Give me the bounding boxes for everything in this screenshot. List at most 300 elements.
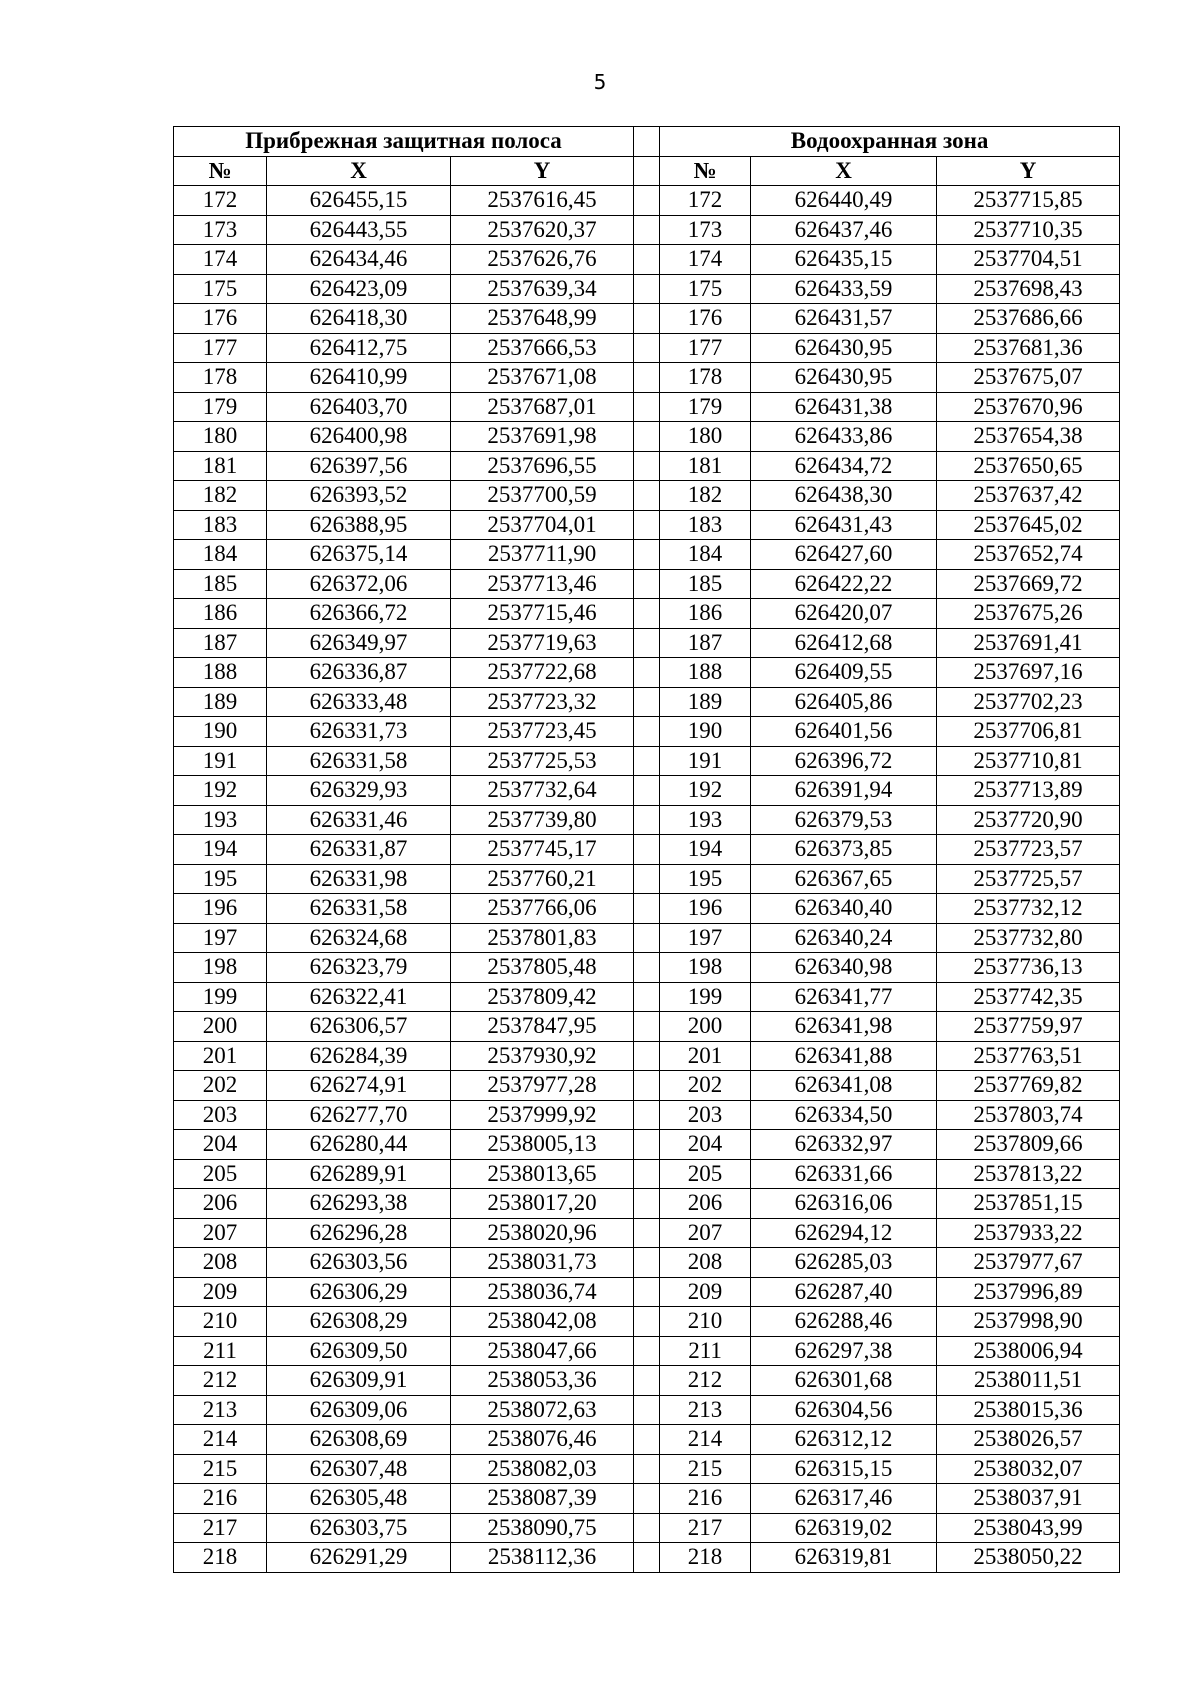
left-y-value: 2538036,74 bbox=[451, 1277, 634, 1307]
right-x-value: 626435,15 bbox=[751, 245, 937, 275]
left-y-value: 2537766,06 bbox=[451, 894, 634, 924]
right-x-value: 626373,85 bbox=[751, 835, 937, 865]
left-y-value: 2537671,08 bbox=[451, 363, 634, 393]
left-x-value: 626322,41 bbox=[267, 982, 451, 1012]
right-x-value: 626391,94 bbox=[751, 776, 937, 806]
left-point-num: 174 bbox=[174, 245, 267, 275]
left-y-value: 2537723,32 bbox=[451, 687, 634, 717]
right-point-num: 179 bbox=[660, 392, 751, 422]
left-point-num: 196 bbox=[174, 894, 267, 924]
left-x-value: 626331,98 bbox=[267, 864, 451, 894]
right-y-value: 2537710,81 bbox=[937, 746, 1120, 776]
left-y-value: 2537704,01 bbox=[451, 510, 634, 540]
left-x-value: 626329,93 bbox=[267, 776, 451, 806]
column-gap bbox=[634, 1425, 660, 1455]
left-x-value: 626434,46 bbox=[267, 245, 451, 275]
left-y-value: 2538013,65 bbox=[451, 1159, 634, 1189]
left-x-value: 626307,48 bbox=[267, 1454, 451, 1484]
right-y-value: 2537691,41 bbox=[937, 628, 1120, 658]
right-y-value: 2538032,07 bbox=[937, 1454, 1120, 1484]
left-point-num: 207 bbox=[174, 1218, 267, 1248]
table-row bbox=[174, 805, 1120, 835]
table-row bbox=[174, 1218, 1120, 1248]
right-x-value: 626294,12 bbox=[751, 1218, 937, 1248]
table-row bbox=[174, 1366, 1120, 1396]
right-x-value: 626316,06 bbox=[751, 1189, 937, 1219]
left-point-num: 182 bbox=[174, 481, 267, 511]
table-row bbox=[174, 245, 1120, 275]
left-x-value: 626388,95 bbox=[267, 510, 451, 540]
left-point-num: 191 bbox=[174, 746, 267, 776]
column-gap bbox=[634, 245, 660, 275]
right-x-value: 626317,46 bbox=[751, 1484, 937, 1514]
right-x-value: 626431,38 bbox=[751, 392, 937, 422]
column-gap bbox=[634, 186, 660, 216]
column-gap bbox=[634, 274, 660, 304]
left-point-num: 203 bbox=[174, 1100, 267, 1130]
right-point-num: 191 bbox=[660, 746, 751, 776]
right-point-num: 214 bbox=[660, 1425, 751, 1455]
left-x-value: 626309,06 bbox=[267, 1395, 451, 1425]
right-point-num: 197 bbox=[660, 923, 751, 953]
right-x-value: 626287,40 bbox=[751, 1277, 937, 1307]
column-gap bbox=[634, 569, 660, 599]
column-gap bbox=[634, 923, 660, 953]
left-point-num: 197 bbox=[174, 923, 267, 953]
table-row bbox=[174, 864, 1120, 894]
column-gap bbox=[634, 835, 660, 865]
left-y-value: 2538072,63 bbox=[451, 1395, 634, 1425]
table-row bbox=[174, 982, 1120, 1012]
right-x-value: 626341,08 bbox=[751, 1071, 937, 1101]
table-row bbox=[174, 451, 1120, 481]
left-x-value: 626293,38 bbox=[267, 1189, 451, 1219]
table-row bbox=[174, 215, 1120, 245]
left-point-num: 188 bbox=[174, 658, 267, 688]
right-x-value: 626334,50 bbox=[751, 1100, 937, 1130]
left-point-num: 201 bbox=[174, 1041, 267, 1071]
column-gap bbox=[634, 1041, 660, 1071]
right-point-num: 186 bbox=[660, 599, 751, 629]
column-gap bbox=[634, 481, 660, 511]
right-point-num: 194 bbox=[660, 835, 751, 865]
right-point-num: 178 bbox=[660, 363, 751, 393]
column-gap bbox=[634, 1543, 660, 1573]
left-x-value: 626308,29 bbox=[267, 1307, 451, 1337]
right-y-value: 2537736,13 bbox=[937, 953, 1120, 983]
column-gap bbox=[634, 1454, 660, 1484]
right-x-value: 626431,57 bbox=[751, 304, 937, 334]
left-x-value: 626393,52 bbox=[267, 481, 451, 511]
column-gap bbox=[634, 687, 660, 717]
right-x-value: 626304,56 bbox=[751, 1395, 937, 1425]
left-point-num: 176 bbox=[174, 304, 267, 334]
left-point-num: 181 bbox=[174, 451, 267, 481]
right-x-value: 626285,03 bbox=[751, 1248, 937, 1278]
right-x-value: 626341,98 bbox=[751, 1012, 937, 1042]
left-point-num: 178 bbox=[174, 363, 267, 393]
right-y-value: 2537998,90 bbox=[937, 1307, 1120, 1337]
left-point-num: 199 bbox=[174, 982, 267, 1012]
column-gap bbox=[634, 1218, 660, 1248]
column-gap bbox=[634, 953, 660, 983]
right-y-value: 2537769,82 bbox=[937, 1071, 1120, 1101]
right-point-num: 175 bbox=[660, 274, 751, 304]
right-point-num: 184 bbox=[660, 540, 751, 570]
table-row bbox=[174, 1130, 1120, 1160]
coordinates-table bbox=[173, 126, 1120, 1573]
right-x-value: 626379,53 bbox=[751, 805, 937, 835]
right-y-value: 2537809,66 bbox=[937, 1130, 1120, 1160]
right-x-value: 626340,98 bbox=[751, 953, 937, 983]
left-point-num: 177 bbox=[174, 333, 267, 363]
right-x-value: 626431,43 bbox=[751, 510, 937, 540]
table-row bbox=[174, 835, 1120, 865]
left-x-value: 626296,28 bbox=[267, 1218, 451, 1248]
left-y-value: 2537696,55 bbox=[451, 451, 634, 481]
right-point-num: 173 bbox=[660, 215, 751, 245]
left-y-value: 2538087,39 bbox=[451, 1484, 634, 1514]
column-gap bbox=[634, 127, 660, 157]
left-x-value: 626455,15 bbox=[267, 186, 451, 216]
right-y-value: 2537720,90 bbox=[937, 805, 1120, 835]
left-x-value: 626333,48 bbox=[267, 687, 451, 717]
left-col-header-num: № bbox=[174, 156, 267, 186]
right-col-header-x: X bbox=[751, 156, 937, 186]
left-point-num: 214 bbox=[174, 1425, 267, 1455]
right-x-value: 626430,95 bbox=[751, 333, 937, 363]
left-point-num: 193 bbox=[174, 805, 267, 835]
left-y-value: 2537691,98 bbox=[451, 422, 634, 452]
left-x-value: 626397,56 bbox=[267, 451, 451, 481]
right-x-value: 626440,49 bbox=[751, 186, 937, 216]
right-point-num: 174 bbox=[660, 245, 751, 275]
right-point-num: 205 bbox=[660, 1159, 751, 1189]
column-header-row bbox=[174, 156, 1120, 186]
left-x-value: 626331,58 bbox=[267, 746, 451, 776]
right-x-value: 626297,38 bbox=[751, 1336, 937, 1366]
right-y-value: 2538026,57 bbox=[937, 1425, 1120, 1455]
column-gap bbox=[634, 1012, 660, 1042]
left-point-num: 211 bbox=[174, 1336, 267, 1366]
column-gap bbox=[634, 215, 660, 245]
column-gap bbox=[634, 1484, 660, 1514]
right-point-num: 198 bbox=[660, 953, 751, 983]
right-y-value: 2538015,36 bbox=[937, 1395, 1120, 1425]
table-row bbox=[174, 658, 1120, 688]
left-x-value: 626289,91 bbox=[267, 1159, 451, 1189]
left-point-num: 215 bbox=[174, 1454, 267, 1484]
table-row bbox=[174, 569, 1120, 599]
left-y-value: 2538031,73 bbox=[451, 1248, 634, 1278]
right-point-num: 202 bbox=[660, 1071, 751, 1101]
right-point-num: 199 bbox=[660, 982, 751, 1012]
right-point-num: 204 bbox=[660, 1130, 751, 1160]
right-x-value: 626430,95 bbox=[751, 363, 937, 393]
right-y-value: 2537742,35 bbox=[937, 982, 1120, 1012]
table-row bbox=[174, 540, 1120, 570]
right-y-value: 2537759,97 bbox=[937, 1012, 1120, 1042]
right-x-value: 626315,15 bbox=[751, 1454, 937, 1484]
left-x-value: 626412,75 bbox=[267, 333, 451, 363]
table-row bbox=[174, 1513, 1120, 1543]
left-y-value: 2537760,21 bbox=[451, 864, 634, 894]
right-y-value: 2537650,65 bbox=[937, 451, 1120, 481]
left-y-value: 2538005,13 bbox=[451, 1130, 634, 1160]
left-col-header-x: X bbox=[267, 156, 451, 186]
right-point-num: 177 bbox=[660, 333, 751, 363]
left-x-value: 626375,14 bbox=[267, 540, 451, 570]
left-point-num: 194 bbox=[174, 835, 267, 865]
right-point-num: 190 bbox=[660, 717, 751, 747]
left-point-num: 213 bbox=[174, 1395, 267, 1425]
left-x-value: 626349,97 bbox=[267, 628, 451, 658]
left-x-value: 626306,29 bbox=[267, 1277, 451, 1307]
right-point-num: 215 bbox=[660, 1454, 751, 1484]
column-gap bbox=[634, 746, 660, 776]
right-y-value: 2537725,57 bbox=[937, 864, 1120, 894]
right-point-num: 200 bbox=[660, 1012, 751, 1042]
left-point-num: 200 bbox=[174, 1012, 267, 1042]
right-point-num: 192 bbox=[660, 776, 751, 806]
left-y-value: 2538042,08 bbox=[451, 1307, 634, 1337]
left-point-num: 204 bbox=[174, 1130, 267, 1160]
left-y-value: 2538112,36 bbox=[451, 1543, 634, 1573]
left-point-num: 187 bbox=[174, 628, 267, 658]
left-y-value: 2537722,68 bbox=[451, 658, 634, 688]
right-point-num: 188 bbox=[660, 658, 751, 688]
column-gap bbox=[634, 894, 660, 924]
right-y-value: 2537686,66 bbox=[937, 304, 1120, 334]
right-col-header-y: Y bbox=[937, 156, 1120, 186]
right-point-num: 185 bbox=[660, 569, 751, 599]
right-x-value: 626420,07 bbox=[751, 599, 937, 629]
left-x-value: 626403,70 bbox=[267, 392, 451, 422]
column-gap bbox=[634, 1336, 660, 1366]
right-x-value: 626288,46 bbox=[751, 1307, 937, 1337]
table-row bbox=[174, 717, 1120, 747]
right-x-value: 626341,88 bbox=[751, 1041, 937, 1071]
table-row bbox=[174, 599, 1120, 629]
left-y-value: 2537999,92 bbox=[451, 1100, 634, 1130]
right-y-value: 2537851,15 bbox=[937, 1189, 1120, 1219]
right-y-value: 2537681,36 bbox=[937, 333, 1120, 363]
right-point-num: 183 bbox=[660, 510, 751, 540]
left-y-value: 2537648,99 bbox=[451, 304, 634, 334]
right-y-value: 2537732,12 bbox=[937, 894, 1120, 924]
right-y-value: 2537654,38 bbox=[937, 422, 1120, 452]
table-row bbox=[174, 1189, 1120, 1219]
left-y-value: 2538053,36 bbox=[451, 1366, 634, 1396]
right-y-value: 2537715,85 bbox=[937, 186, 1120, 216]
right-y-value: 2537645,02 bbox=[937, 510, 1120, 540]
right-x-value: 626340,24 bbox=[751, 923, 937, 953]
table-row bbox=[174, 274, 1120, 304]
left-y-value: 2537732,64 bbox=[451, 776, 634, 806]
left-x-value: 626303,75 bbox=[267, 1513, 451, 1543]
left-point-num: 217 bbox=[174, 1513, 267, 1543]
right-x-value: 626427,60 bbox=[751, 540, 937, 570]
left-y-value: 2537725,53 bbox=[451, 746, 634, 776]
column-gap bbox=[634, 599, 660, 629]
right-y-value: 2537977,67 bbox=[937, 1248, 1120, 1278]
right-point-num: 180 bbox=[660, 422, 751, 452]
left-y-value: 2537620,37 bbox=[451, 215, 634, 245]
right-point-num: 208 bbox=[660, 1248, 751, 1278]
column-gap bbox=[634, 510, 660, 540]
table-row bbox=[174, 894, 1120, 924]
column-gap bbox=[634, 392, 660, 422]
right-point-num: 201 bbox=[660, 1041, 751, 1071]
right-point-num: 196 bbox=[660, 894, 751, 924]
left-x-value: 626331,58 bbox=[267, 894, 451, 924]
right-y-value: 2537675,26 bbox=[937, 599, 1120, 629]
left-point-num: 190 bbox=[174, 717, 267, 747]
left-point-num: 175 bbox=[174, 274, 267, 304]
right-point-num: 212 bbox=[660, 1366, 751, 1396]
right-x-value: 626396,72 bbox=[751, 746, 937, 776]
left-point-num: 208 bbox=[174, 1248, 267, 1278]
left-y-value: 2538047,66 bbox=[451, 1336, 634, 1366]
right-x-value: 626433,59 bbox=[751, 274, 937, 304]
right-point-num: 211 bbox=[660, 1336, 751, 1366]
table-row bbox=[174, 1395, 1120, 1425]
right-x-value: 626332,97 bbox=[751, 1130, 937, 1160]
left-y-value: 2537700,59 bbox=[451, 481, 634, 511]
column-gap bbox=[634, 304, 660, 334]
right-y-value: 2537652,74 bbox=[937, 540, 1120, 570]
left-point-num: 172 bbox=[174, 186, 267, 216]
table-row bbox=[174, 1100, 1120, 1130]
table-row bbox=[174, 1277, 1120, 1307]
left-point-num: 180 bbox=[174, 422, 267, 452]
left-x-value: 626410,99 bbox=[267, 363, 451, 393]
column-gap bbox=[634, 982, 660, 1012]
left-point-num: 186 bbox=[174, 599, 267, 629]
right-point-num: 218 bbox=[660, 1543, 751, 1573]
left-x-value: 626305,48 bbox=[267, 1484, 451, 1514]
left-y-value: 2538082,03 bbox=[451, 1454, 634, 1484]
right-x-value: 626367,65 bbox=[751, 864, 937, 894]
right-x-value: 626319,81 bbox=[751, 1543, 937, 1573]
right-y-value: 2537803,74 bbox=[937, 1100, 1120, 1130]
column-gap bbox=[634, 1277, 660, 1307]
left-point-num: 195 bbox=[174, 864, 267, 894]
column-gap bbox=[634, 658, 660, 688]
right-point-num: 207 bbox=[660, 1218, 751, 1248]
column-gap bbox=[634, 1513, 660, 1543]
left-point-num: 209 bbox=[174, 1277, 267, 1307]
right-y-value: 2537637,42 bbox=[937, 481, 1120, 511]
left-point-num: 210 bbox=[174, 1307, 267, 1337]
table-row bbox=[174, 1041, 1120, 1071]
right-x-value: 626412,68 bbox=[751, 628, 937, 658]
column-gap bbox=[634, 1071, 660, 1101]
left-y-value: 2537687,01 bbox=[451, 392, 634, 422]
right-point-num: 189 bbox=[660, 687, 751, 717]
left-x-value: 626303,56 bbox=[267, 1248, 451, 1278]
column-gap bbox=[634, 1159, 660, 1189]
right-y-value: 2537706,81 bbox=[937, 717, 1120, 747]
right-point-num: 209 bbox=[660, 1277, 751, 1307]
column-gap bbox=[634, 540, 660, 570]
table-row bbox=[174, 1307, 1120, 1337]
column-gap bbox=[634, 864, 660, 894]
table-row bbox=[174, 1484, 1120, 1514]
left-x-value: 626331,46 bbox=[267, 805, 451, 835]
table-row bbox=[174, 1071, 1120, 1101]
left-x-value: 626336,87 bbox=[267, 658, 451, 688]
left-point-num: 185 bbox=[174, 569, 267, 599]
table-body bbox=[174, 186, 1120, 1573]
left-x-value: 626306,57 bbox=[267, 1012, 451, 1042]
right-y-value: 2537710,35 bbox=[937, 215, 1120, 245]
page-number: 5 bbox=[593, 70, 607, 94]
left-point-num: 179 bbox=[174, 392, 267, 422]
left-y-value: 2537930,92 bbox=[451, 1041, 634, 1071]
right-y-value: 2538037,91 bbox=[937, 1484, 1120, 1514]
left-y-value: 2537626,76 bbox=[451, 245, 634, 275]
left-x-value: 626324,68 bbox=[267, 923, 451, 953]
right-y-value: 2538011,51 bbox=[937, 1366, 1120, 1396]
right-y-value: 2537933,22 bbox=[937, 1218, 1120, 1248]
table-row bbox=[174, 746, 1120, 776]
table-row bbox=[174, 1336, 1120, 1366]
column-gap bbox=[634, 1395, 660, 1425]
right-x-value: 626433,86 bbox=[751, 422, 937, 452]
right-point-num: 213 bbox=[660, 1395, 751, 1425]
table-row bbox=[174, 1454, 1120, 1484]
right-x-value: 626301,68 bbox=[751, 1366, 937, 1396]
section-title-water-zone: Водоохранная зона bbox=[660, 127, 1120, 157]
left-point-num: 198 bbox=[174, 953, 267, 983]
column-gap bbox=[634, 1366, 660, 1396]
left-x-value: 626331,87 bbox=[267, 835, 451, 865]
table-row bbox=[174, 1425, 1120, 1455]
left-y-value: 2537715,46 bbox=[451, 599, 634, 629]
left-x-value: 626331,73 bbox=[267, 717, 451, 747]
left-x-value: 626277,70 bbox=[267, 1100, 451, 1130]
left-y-value: 2537801,83 bbox=[451, 923, 634, 953]
right-y-value: 2537669,72 bbox=[937, 569, 1120, 599]
left-x-value: 626308,69 bbox=[267, 1425, 451, 1455]
right-point-num: 172 bbox=[660, 186, 751, 216]
right-x-value: 626401,56 bbox=[751, 717, 937, 747]
right-point-num: 176 bbox=[660, 304, 751, 334]
right-y-value: 2538050,22 bbox=[937, 1543, 1120, 1573]
left-point-num: 202 bbox=[174, 1071, 267, 1101]
right-y-value: 2537675,07 bbox=[937, 363, 1120, 393]
table-row bbox=[174, 363, 1120, 393]
left-y-value: 2537711,90 bbox=[451, 540, 634, 570]
column-gap bbox=[634, 805, 660, 835]
right-point-num: 193 bbox=[660, 805, 751, 835]
table-row bbox=[174, 392, 1120, 422]
left-y-value: 2537805,48 bbox=[451, 953, 634, 983]
column-gap bbox=[634, 333, 660, 363]
right-x-value: 626331,66 bbox=[751, 1159, 937, 1189]
left-x-value: 626372,06 bbox=[267, 569, 451, 599]
right-point-num: 216 bbox=[660, 1484, 751, 1514]
column-gap bbox=[634, 1189, 660, 1219]
left-y-value: 2538017,20 bbox=[451, 1189, 634, 1219]
table-row bbox=[174, 1012, 1120, 1042]
right-y-value: 2537670,96 bbox=[937, 392, 1120, 422]
right-y-value: 2537702,23 bbox=[937, 687, 1120, 717]
right-y-value: 2537697,16 bbox=[937, 658, 1120, 688]
right-point-num: 206 bbox=[660, 1189, 751, 1219]
right-y-value: 2537698,43 bbox=[937, 274, 1120, 304]
